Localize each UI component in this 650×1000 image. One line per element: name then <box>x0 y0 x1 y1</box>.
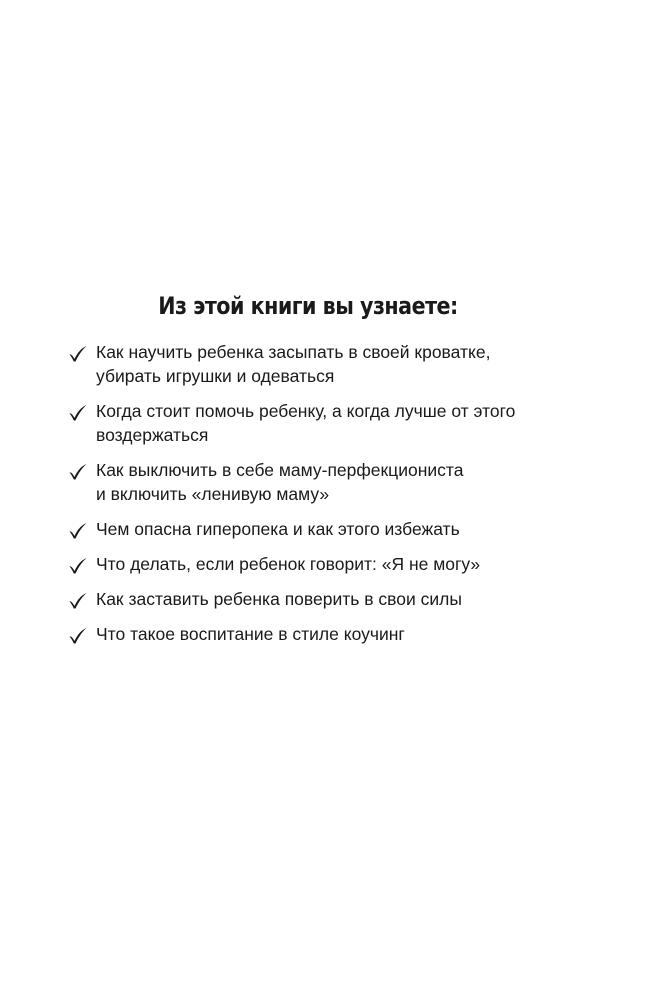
list-item-text <box>96 517 608 541</box>
list-item-line: Когда стоит помочь ребенку, а когда лучше от этого <box>96 401 516 421</box>
list-item-text <box>96 622 608 646</box>
benefits-list <box>68 340 608 657</box>
list-item-text <box>96 340 608 388</box>
list-item <box>68 340 608 388</box>
list-item-text <box>96 552 608 576</box>
checkmark-icon <box>68 557 88 575</box>
list-item-text <box>96 458 608 506</box>
list-item-line: убирать игрушки и одеваться <box>96 366 335 386</box>
checkmark-icon <box>68 345 88 363</box>
list-item-line: Как заставить ребенка поверить в свои силы <box>96 589 462 609</box>
checkmark-icon <box>68 592 88 610</box>
checkmark-icon <box>68 522 88 540</box>
list-item <box>68 622 608 646</box>
checkmark-icon <box>68 404 88 422</box>
list-item-line: Чем опасна гиперопека и как этого избежать <box>96 519 460 539</box>
list-item-line: и включить «ленивую маму» <box>96 484 330 504</box>
list-item-line: Что делать, если ребенок говорит: «Я не могу» <box>96 554 481 574</box>
list-item <box>68 587 608 611</box>
list-item <box>68 552 608 576</box>
page-heading: Из этой книги вы узнаете: <box>158 292 458 320</box>
list-item-line: воздержаться <box>96 425 209 445</box>
list-item-line: Как научить ребенка засыпать в своей кроватке, <box>96 342 491 362</box>
list-item <box>68 399 608 447</box>
checkmark-icon <box>68 463 88 481</box>
list-item-line: Что такое воспитание в стиле коучинг <box>96 624 405 644</box>
list-item-line: Как выключить в себе маму-перфекциониста <box>96 460 464 480</box>
list-item-text <box>96 399 608 447</box>
list-item <box>68 517 608 541</box>
list-item-text <box>96 587 608 611</box>
checkmark-icon <box>68 627 88 645</box>
list-item <box>68 458 608 506</box>
